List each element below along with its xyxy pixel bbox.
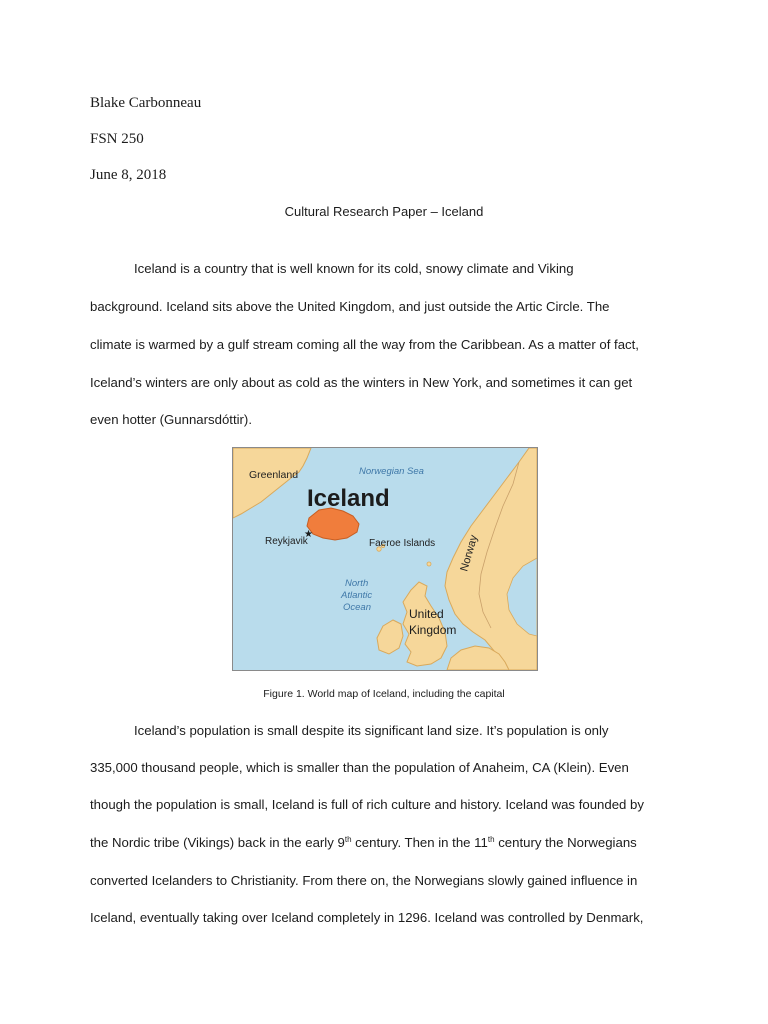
paragraph-1-line: background. Iceland sits above the United Kingdom, and just outside the Artic Circle. The (90, 299, 610, 314)
ordinal-superscript: th (344, 835, 352, 844)
shetland-dot (427, 562, 431, 566)
ocean-label-line-3: Ocean (343, 602, 371, 613)
course-code: FSN 250 (90, 131, 144, 147)
paper-title: Cultural Research Paper – Iceland (284, 204, 484, 219)
paragraph-1-line: Iceland is a country that is well known for its cold, snowy climate and Viking (134, 261, 574, 276)
ordinal-superscript: th (487, 835, 495, 844)
norwegian-sea-label: Norwegian Sea (359, 466, 424, 477)
line-text-segment: century the Norwegians (494, 835, 637, 850)
ocean-label-line-2: Atlantic (341, 590, 373, 601)
paragraph-2-line: 335,000 thousand people, which is smaller than the population of Anaheim, CA (Klein). Even (90, 760, 629, 775)
author-name: Blake Carbonneau (90, 95, 202, 111)
paragraph-2-line: converted Icelanders to Christianity. From there on, the Norwegians slowly gained influence in (90, 873, 638, 888)
norway-label: Norway (458, 533, 481, 573)
ocean-label-line-1: North (345, 578, 369, 589)
line-text-segment: the Nordic tribe (Vikings) back in the early 9 (90, 835, 345, 850)
iceland-map-figure (232, 447, 538, 671)
united-kingdom-label-line-1: United (409, 607, 444, 621)
paragraph-1-line: Iceland’s winters are only about as cold as the winters in New York, and sometimes it can get (90, 375, 633, 390)
paper-date: June 8, 2018 (90, 167, 167, 183)
faeroe-islands-label: Faeroe Islands (369, 538, 436, 549)
line-text-segment: century. Then in the 11 (351, 835, 488, 850)
paragraph-2-line: Iceland’s population is small despite its significant land size. It’s population is only (134, 723, 609, 738)
figure-caption: Figure 1. World map of Iceland, including the capital (263, 688, 505, 700)
paragraph-1-line: climate is warmed by a gulf stream coming all the way from the Caribbean. As a matter of fact, (90, 337, 639, 352)
united-kingdom-label-line-2: Kingdom (409, 623, 457, 637)
iceland-map (233, 448, 537, 670)
paragraph-1-line: even hotter (Gunnarsdóttir). (90, 412, 252, 427)
greenland-label: Greenland (249, 469, 299, 481)
paragraph-2-line: Iceland, eventually taking over Iceland completely in 1296. Iceland was controlled by Denmark, (90, 910, 644, 925)
capital-star-icon: ★ (304, 529, 313, 540)
iceland-label: Iceland (307, 485, 390, 512)
reykjavik-label: Reykjavik (265, 536, 308, 547)
paragraph-2-line: though the population is small, Iceland is full of rich culture and history. Iceland was founded by (90, 797, 644, 812)
paragraph-2-line (90, 834, 680, 852)
